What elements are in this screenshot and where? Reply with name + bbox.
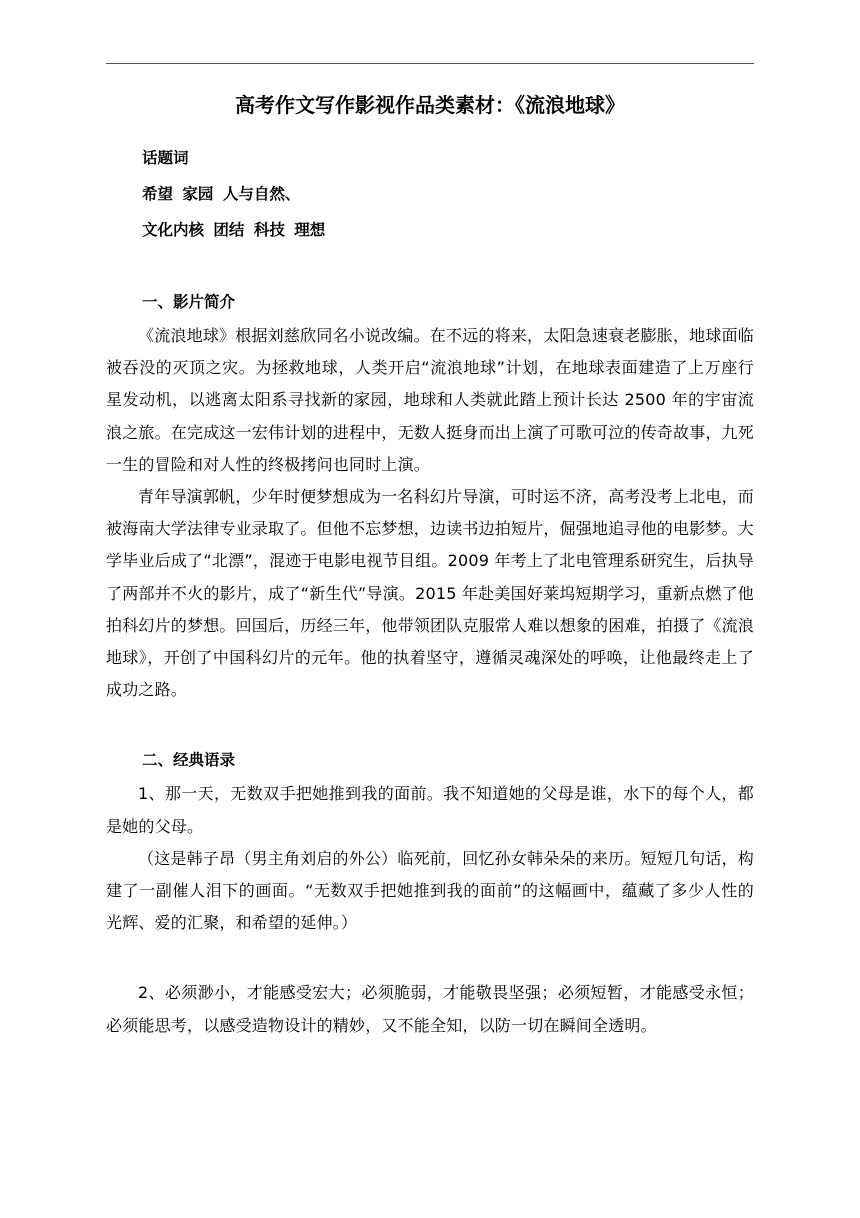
- header-rule: [106, 63, 754, 64]
- topic-line-2: [142, 212, 754, 248]
- topic-block: [106, 140, 754, 248]
- topic-word: 理想: [294, 221, 326, 239]
- topic-label: 话题词: [142, 149, 189, 167]
- topic-word: 家园: [182, 185, 214, 203]
- section-heading-intro: 一、影片简介: [142, 293, 236, 311]
- topic-word: 文化内核: [142, 221, 205, 239]
- topic-word: 希望: [142, 185, 174, 203]
- document-title: 高考作文写作影视作品类素材：《流浪地球》: [235, 93, 625, 117]
- intro-paragraph-1: 《流浪地球》根据刘慈欣同名小说改编。在不远的将来，太阳急速衰老膨胀，地球面临被吞没的灭顶之灾。为拯救地球，人类开启“流浪地球”计划，在地球表面建造了上万座行星发动机，以逃离太阳系寻找新的家园，地球和人类就此踏上预计长达 2500 年的宇宙流浪之旅。在完成这一宏伟计划的进程中，无数人挺身而出上演了可歌可泣的传奇故事，九死一生的冒险和对人性的终极拷问也同时上演。: [106, 326, 755, 474]
- topic-word: 人与自然、: [222, 185, 301, 203]
- intro-paragraph-2: 青年导演郭帆，少年时便梦想成为一名科幻片导演，可时运不济，高考没考上北电，而被海南大学法律专业录取了。但他不忘梦想，边读书边拍短片，倔强地追寻他的电影梦。大学毕业后成了“北漂”，混迹于电影电视节目组。2009 年考上了北电管理系研究生，后执导了两部并不火的影片，成了“新生代”导演。2015 年赴美国好莱坞短期学习，重新点燃了他拍科幻片的梦想。回国后，历经三年，他带领团队克服常人难以想象的困难，拍摄了《流浪地球》，开创了中国科幻片的元年。他的执着坚守，遵循灵魂深处的呼唤，让他最终走上了成功之路。: [106, 487, 755, 700]
- quote-1-note: （这是韩子昂（男主角刘启的外公）临死前，回忆孙女韩朵朵的来历。短短几句话，构建了一副催人泪下的画面。“无数双手把她推到我的面前”的这幅画中，蕴藏了多少人性的光辉、爱的汇聚，和希望的延伸。）: [106, 848, 754, 933]
- topic-word: 科技: [253, 221, 285, 239]
- topic-line-1: [142, 176, 754, 212]
- quote-1: 1、那一天，无数双手把她推到我的面前。我不知道她的父母是谁，水下的每个人，都是她的父母。: [106, 784, 754, 836]
- topic-word: 团结: [213, 221, 245, 239]
- section-heading-quotes: 二、经典语录: [142, 751, 236, 770]
- document-body: [106, 88, 754, 1042]
- quote-2: 2、必须渺小，才能感受宏大；必须脆弱，才能敬畏坚强；必须短暂，才能感受永恒；必须能思考，以感受造物设计的精妙，又不能全知，以防一切在瞬间全透明。: [106, 983, 754, 1035]
